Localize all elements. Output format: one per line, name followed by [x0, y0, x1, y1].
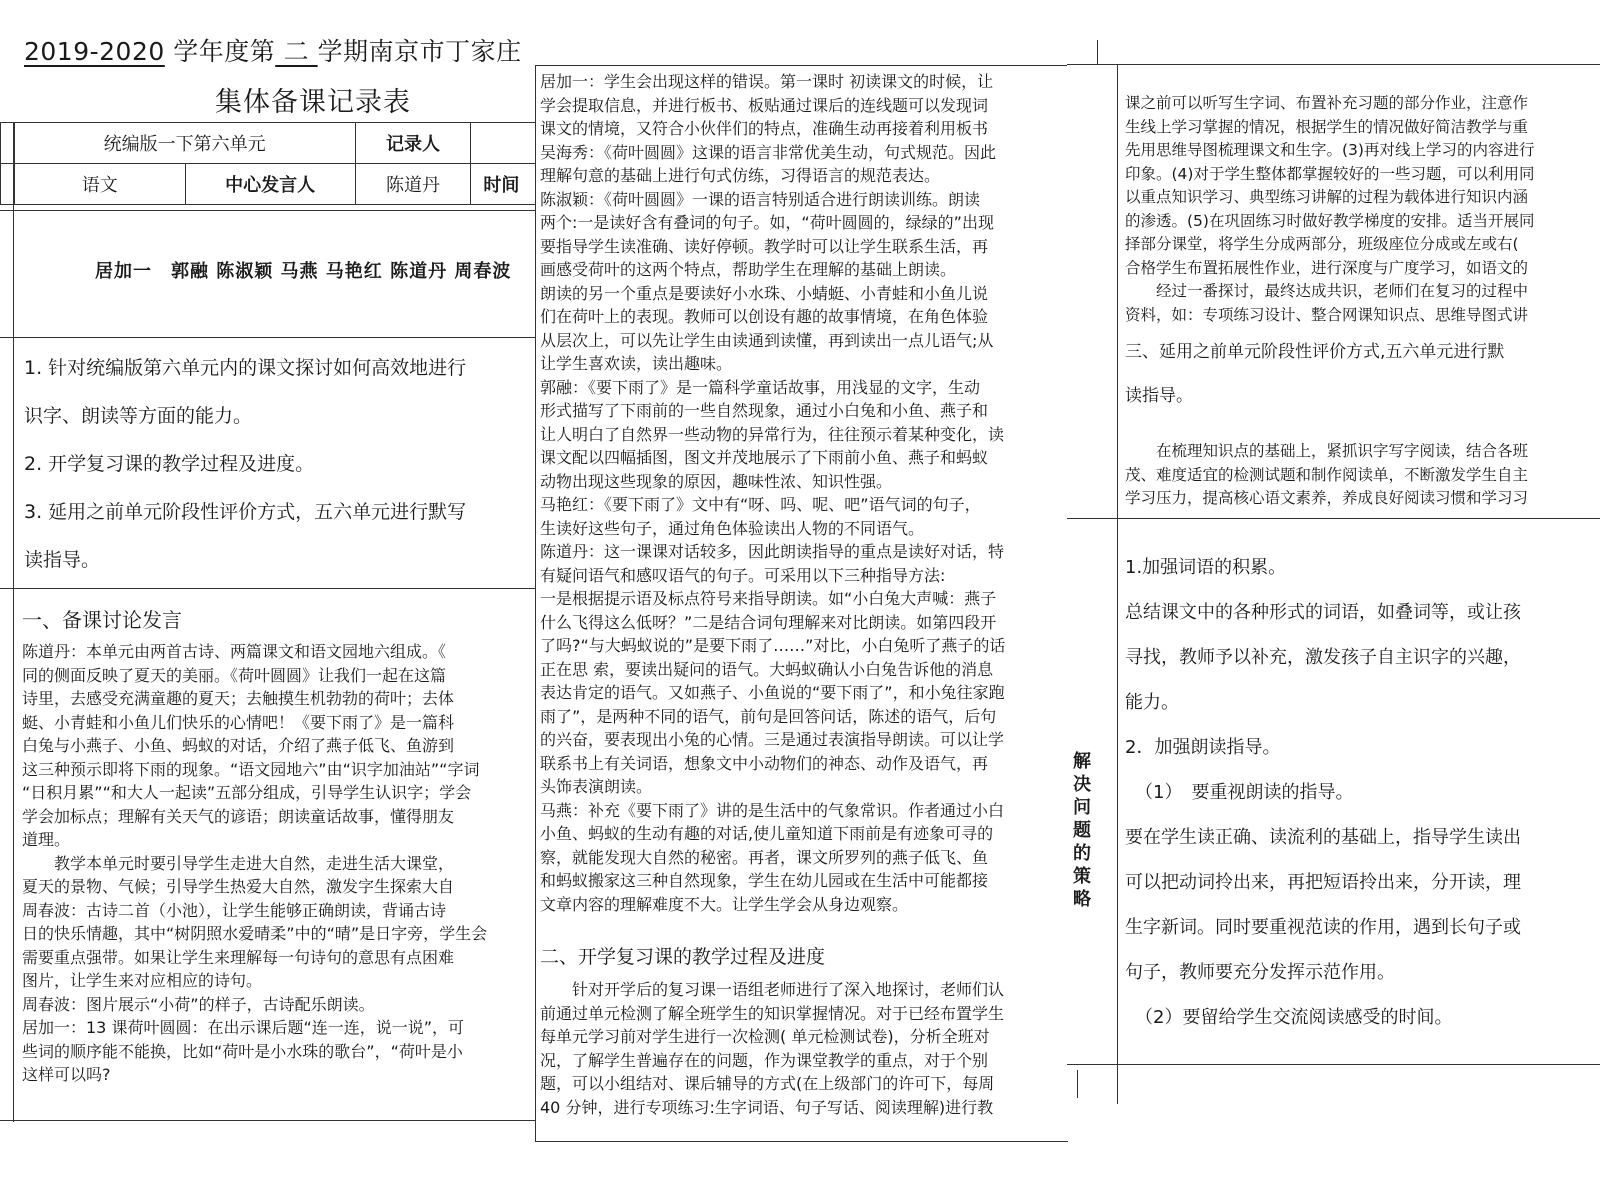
- text-line: 些词的顺序能不能换，比如“荷叶是小水珠的歌台”，“荷叶是小: [22, 1041, 463, 1061]
- text-line: 周春波：图片展示“小荷”的样子，古诗配乐朗读。: [22, 994, 375, 1014]
- text-line: 前通过单元检测了解全班学生的知识掌握情况。对于已经布置学生: [540, 1003, 1005, 1023]
- evaluation-text: [1125, 440, 1528, 511]
- text-line: 小鱼、蚂蚁的生动有趣的对话,使儿童知道下雨前是有迹象可寻的: [540, 824, 994, 843]
- crop-mark: [1097, 40, 1098, 64]
- speaker-name: 陈道丹: [355, 164, 471, 205]
- document-title: [24, 32, 522, 68]
- text-line: 经过一番探讨，最终达成共识，老师们在复习的过程中: [1125, 282, 1529, 300]
- text-line: 40 分钟，进行专项练习:生字词语、句子写话、阅读理解)进行教: [540, 1097, 994, 1117]
- text-line: 画感受荷叶的这两个特点，帮助学生在理解的基础上朗读。: [540, 260, 957, 279]
- divider: [1067, 64, 1600, 65]
- text-line: 居加一：学生会出现这样的错误。第一课时 初读课文的时候，让: [540, 72, 994, 91]
- text-line: 教学本单元时要引导学生走进大自然，走进生活大课堂，: [22, 853, 455, 873]
- strategy-label: [1067, 750, 1097, 911]
- text-line: 生字新词。同时要重视范读的作用，遇到长句子或: [1125, 917, 1521, 938]
- text-line: 同的侧面反映了夏天的美丽。《荷叶圆圆》让我们一起在这篇: [22, 665, 447, 685]
- divider: [0, 1120, 535, 1121]
- text-line: 2．加强朗读指导。: [1125, 737, 1281, 758]
- text-line: 理解句意的基础上进行句式仿练，习得语言的规范表达。: [540, 166, 941, 185]
- text-line: 朗读的另一个重点是要读好小水珠、小蜻蜓、小青蛙和小鱼儿说: [540, 283, 989, 303]
- text-line: 课文的情境，又符合小伙伴们的特点，准确生动再接着利用板书: [540, 119, 989, 138]
- text-line: 生读好这些句子，通过角色体验读出人物的不同语气。: [540, 518, 925, 538]
- text-line: 陈道丹：本单元由两首古诗、两篇课文和语文园地六组成。《: [22, 642, 447, 661]
- table-cell: [471, 123, 535, 164]
- text-line: 题，可以小组结对、课后辅导的方式(在上级部门的许可下，每周: [540, 1074, 995, 1093]
- text-line: 针对开学后的复习课一语组老师进行了深入地探讨，老师们认: [540, 980, 1005, 999]
- text-line: 郭融：《要下雨了》是一篇科学童话故事，用浅显的文字，生动: [540, 377, 981, 397]
- recorder-label: 记录人: [355, 123, 471, 164]
- title-school: 学期南京市丁家庄: [317, 37, 522, 66]
- discussion-text: [22, 640, 487, 1087]
- text-line: 头饰表演朗读。: [540, 777, 653, 796]
- header-table: [0, 122, 535, 205]
- text-line: 资料，如：专项练习设计、整合网课知识点、思维导图式讲: [1125, 305, 1529, 324]
- text-line: 形式描写了下雨前的一些自然现象，通过小白兔和小鱼、燕子和: [540, 401, 989, 420]
- text-line: 要指导学生读准确、读好停顿。教学时可以让学生联系生活，再: [540, 236, 989, 256]
- crop-mark: [1077, 1070, 1078, 1098]
- text-line: 寻找，教师予以补充，激发孩子自主识字的兴趣，: [1125, 647, 1521, 668]
- text-line: 以重点知识学习、典型练习讲解的过程为载体进行知识内涵: [1125, 188, 1529, 206]
- text-line: 况，了解学生普遍存在的问题，作为课堂教学的重点，对于个别: [540, 1050, 989, 1070]
- text-line: 的兴奋，要表现出小兔的心情。三是通过表演指导朗读。可以让学: [540, 730, 1005, 749]
- title-term: 二: [275, 37, 318, 66]
- text-line: 课之前可以听写生字词、布置补充习题的部分作业，注意作: [1125, 94, 1529, 112]
- text-line: 马艳红：《要下雨了》文中有“呀、吗、呢、吧”语气词的句子，: [540, 495, 981, 514]
- text-line: 课文配以四幅插图，图文并茂地展示了下雨前小鱼、燕子和蚂蚁: [540, 448, 989, 467]
- text-line: 要在学生读正确、读流利的基础上，指导学生读出: [1125, 827, 1521, 848]
- text-line: 择部分课堂，将学生分成两部分，班级座位分成或左或右(: [1125, 235, 1519, 253]
- left-border: [13, 122, 14, 1122]
- text-line: （1） 要重视朗读的指导。: [1135, 782, 1354, 803]
- text-line: 什么飞得这么低呀？”二是结合词句理解来对比朗读。如第四段开: [540, 612, 997, 632]
- attendees-list: 居加一 郭融 陈淑颖 马燕 马艳红 陈道丹 周春波: [95, 261, 512, 282]
- goal-line: 2. 开学复习课的教学过程及进度。: [24, 453, 315, 475]
- table-row: [1, 164, 536, 205]
- section-title-review: 二、开学复习课的教学过程及进度: [540, 946, 826, 968]
- text-line: 这样可以吗?: [22, 1065, 111, 1084]
- speaker-label: 中心发言人: [185, 164, 355, 205]
- text-line: “日积月累”“和大人一起读”五部分组成，引导学生认识字；学会: [22, 783, 472, 802]
- text-line: 道理。: [22, 830, 71, 849]
- text-line: 印象。(4)对于学生整体都掌握较好的一些习题，可以利用同: [1125, 164, 1535, 183]
- text-line: 能力。: [1125, 692, 1179, 713]
- goal-line: 3. 延用之前单元阶段性评价方式，五六单元进行默写: [24, 501, 467, 523]
- time-label: 时间: [471, 164, 535, 205]
- document-page-1: [0, 22, 535, 1122]
- text-line: 联系书上有关词语，想象文中小动物们的神态、动作及语气，再: [540, 753, 989, 773]
- evaluation-plan: [1125, 330, 1504, 418]
- text-line: 学习压力，提高核心语文素养，养成良好阅读习惯和学习习: [1125, 489, 1529, 507]
- subject-cell: 语文: [14, 164, 185, 205]
- text-line: 总结课文中的各种形式的词语，如叠词等，或让孩: [1125, 602, 1521, 623]
- text-line: 先用思维导图梳理课文和生字。(3)再对线上学习的内容进行: [1125, 141, 1535, 159]
- meeting-goals: [24, 344, 535, 584]
- divider: [1067, 518, 1600, 519]
- text-line: （2）要留给学生交流阅读感受的时间。: [1135, 1007, 1453, 1028]
- text-line: 1.加强词语的积累。: [1125, 557, 1287, 578]
- text-line: 文章内容的理解难度不大。让学生学会从身边观察。: [540, 894, 909, 914]
- text-line: 两个:一是读好含有叠词的句子。如，“荷叶圆圆的，绿绿的”出现: [540, 213, 994, 232]
- text-line: 生线上学习掌握的情况，根据学生的情况做好简洁教学与重: [1125, 117, 1529, 136]
- section-title-discussion: 一、备课讨论发言: [22, 608, 182, 632]
- text-line: 图片，让学生来对应相应的诗句。: [22, 971, 263, 990]
- text-line: 让人明白了自然界一些动物的异常行为，往往预示着某种变化，读: [540, 424, 1005, 444]
- strategy-list: [1125, 545, 1521, 1040]
- divider: [1067, 1064, 1600, 1065]
- text-line: 察，就能发现大自然的秘密。再者，课文所罗列的燕子低飞、鱼: [540, 847, 989, 867]
- text-line: 居加一：13 课荷叶圆圆：在出示课后题“连一连，说一说”，可: [22, 1018, 465, 1037]
- text-line: 句子，教师要充分发挥示范作用。: [1125, 962, 1395, 983]
- text-line: 们在荷叶上的表现。教师可以创设有趣的故事情境，在角色体验: [540, 307, 989, 326]
- text-line: 读指导。: [1125, 386, 1193, 406]
- column-border: [1117, 64, 1118, 1104]
- text-line: 一是根据提示语及标点符号来指导朗读。如“小白兔大声喊：燕子: [540, 589, 997, 608]
- title-mid: 学年度第: [164, 37, 276, 66]
- strategy-label-text: 解 决 问 题 的 策 略: [1073, 751, 1091, 910]
- text-line: 马燕：补充《要下雨了》讲的是生活中的气象常识。作者通过小白: [540, 800, 1005, 820]
- text-line: 每单元学习前对学生进行一次检测( 单元检测试卷)，分析全班对: [540, 1027, 990, 1046]
- text-line: 让学生喜欢读，读出趣味。: [540, 354, 733, 373]
- text-line: 和蚂蚁搬家这三种自然现象，学生在幼儿园或在生活中可能都接: [540, 871, 989, 890]
- document-page-3: [1067, 40, 1600, 1120]
- text-line: 正在思 索，要读出疑问的语气。大蚂蚁确认小白兔告诉他的消息: [540, 659, 994, 679]
- text-line: 这三种预示即将下雨的现象。“语文园地六”由“识字加油站”“字词: [22, 759, 480, 779]
- text-line: 诗里，去感受充满童趣的夏天；去触摸生机勃勃的荷叶；去体: [22, 689, 455, 708]
- text-line: 吴海秀：《荷叶圆圆》这课的语言非常优美生动，句式规范。因此: [540, 142, 997, 162]
- text-line: 在梳理知识点的基础上，紧抓识字写字阅读，结合各班: [1125, 442, 1529, 460]
- text-line: 表达肯定的语气。又如燕子、小鱼说的“要下雨了”，和小兔往家跑: [540, 683, 1005, 702]
- attendees-row: [0, 210, 535, 338]
- text-line: 雨了”，是两种不同的语气，前句是回答问话，陈述的语气，后句: [540, 706, 997, 726]
- text-line: 蜓、小青蛙和小鱼儿们快乐的心情吧！《要下雨了》是一篇科: [22, 712, 455, 732]
- text-line: 三、延用之前单元阶段性评价方式,五六单元进行默: [1125, 342, 1505, 362]
- text-line: 动物出现这些现象的原因，趣味性浓、知识性强。: [540, 471, 893, 491]
- text-line: 日的快乐情趣，其中“树阴照水爱晴柔”中的“晴”是日字旁，学生会: [22, 924, 488, 943]
- text-line: 从层次上，可以先让学生由读通到读懂，再到读出一点儿语气;从: [540, 330, 994, 350]
- goal-line: 读指导。: [24, 549, 101, 571]
- text-line: 周春波：古诗二首（小池），让学生能够正确朗读，背诵古诗: [22, 900, 447, 920]
- text-line: 了吗?“与大蚂蚁说的”是要下雨了……”对比，小白兔听了燕子的话: [540, 636, 1006, 655]
- text-line: 有疑问语气和感叹语气的句子。可采用以下三种指导方法:: [540, 565, 946, 585]
- table-row: [1, 123, 536, 164]
- text-line: 陈道丹：这一课课对话较多，因此朗读指导的重点是读好对话，特: [540, 542, 1005, 561]
- text-line: 学会加标点；理解有关天气的谚语；朗读童话故事，懂得朋友: [22, 806, 455, 826]
- review-continued: [1125, 92, 1600, 327]
- text-line: 陈淑颖：《荷叶圆圆》一课的语言特别适合进行朗读训练。朗读: [540, 189, 981, 209]
- unit-cell: 统编版一下第六单元: [14, 123, 355, 164]
- goal-line: 1. 针对统编版第六单元内的课文探讨如何高效地进行: [24, 357, 467, 379]
- text-line: 学会提取信息，并进行板书、板贴通过课后的连线题可以发现词: [540, 95, 989, 115]
- text-line: 可以把动词拎出来，再把短语拎出来，分开读，理: [1125, 872, 1521, 893]
- record-form-title: 集体备课记录表: [215, 87, 411, 118]
- text-line: 夏天的景物、气候；引导学生热爱大自然，激发字生探索大自: [22, 877, 455, 896]
- text-line: 需要重点强带。如果让学生来理解每一句诗句的意思有点困难: [22, 947, 455, 967]
- discussion-continued: [540, 70, 1005, 916]
- document-page-2: [535, 65, 1068, 1142]
- text-line: 合格学生布置拓展性作业，进行深度与广度学习，如语文的: [1125, 258, 1529, 277]
- goal-line: 识字、朗读等方面的能力。: [24, 405, 253, 427]
- title-year: 2019-2020: [24, 37, 165, 66]
- divider: [0, 588, 535, 589]
- text-line: 的渗透。(5)在巩固练习时做好教学梯度的安排。适当开展同: [1125, 211, 1535, 230]
- text-line: 白兔与小燕子、小鱼、蚂蚁的对话，介绍了燕子低飞、鱼游到: [22, 736, 455, 755]
- review-text: [540, 978, 1004, 1119]
- text-line: 茂、难度适宜的检测试题和制作阅读单，不断激发学生自主: [1125, 465, 1529, 484]
